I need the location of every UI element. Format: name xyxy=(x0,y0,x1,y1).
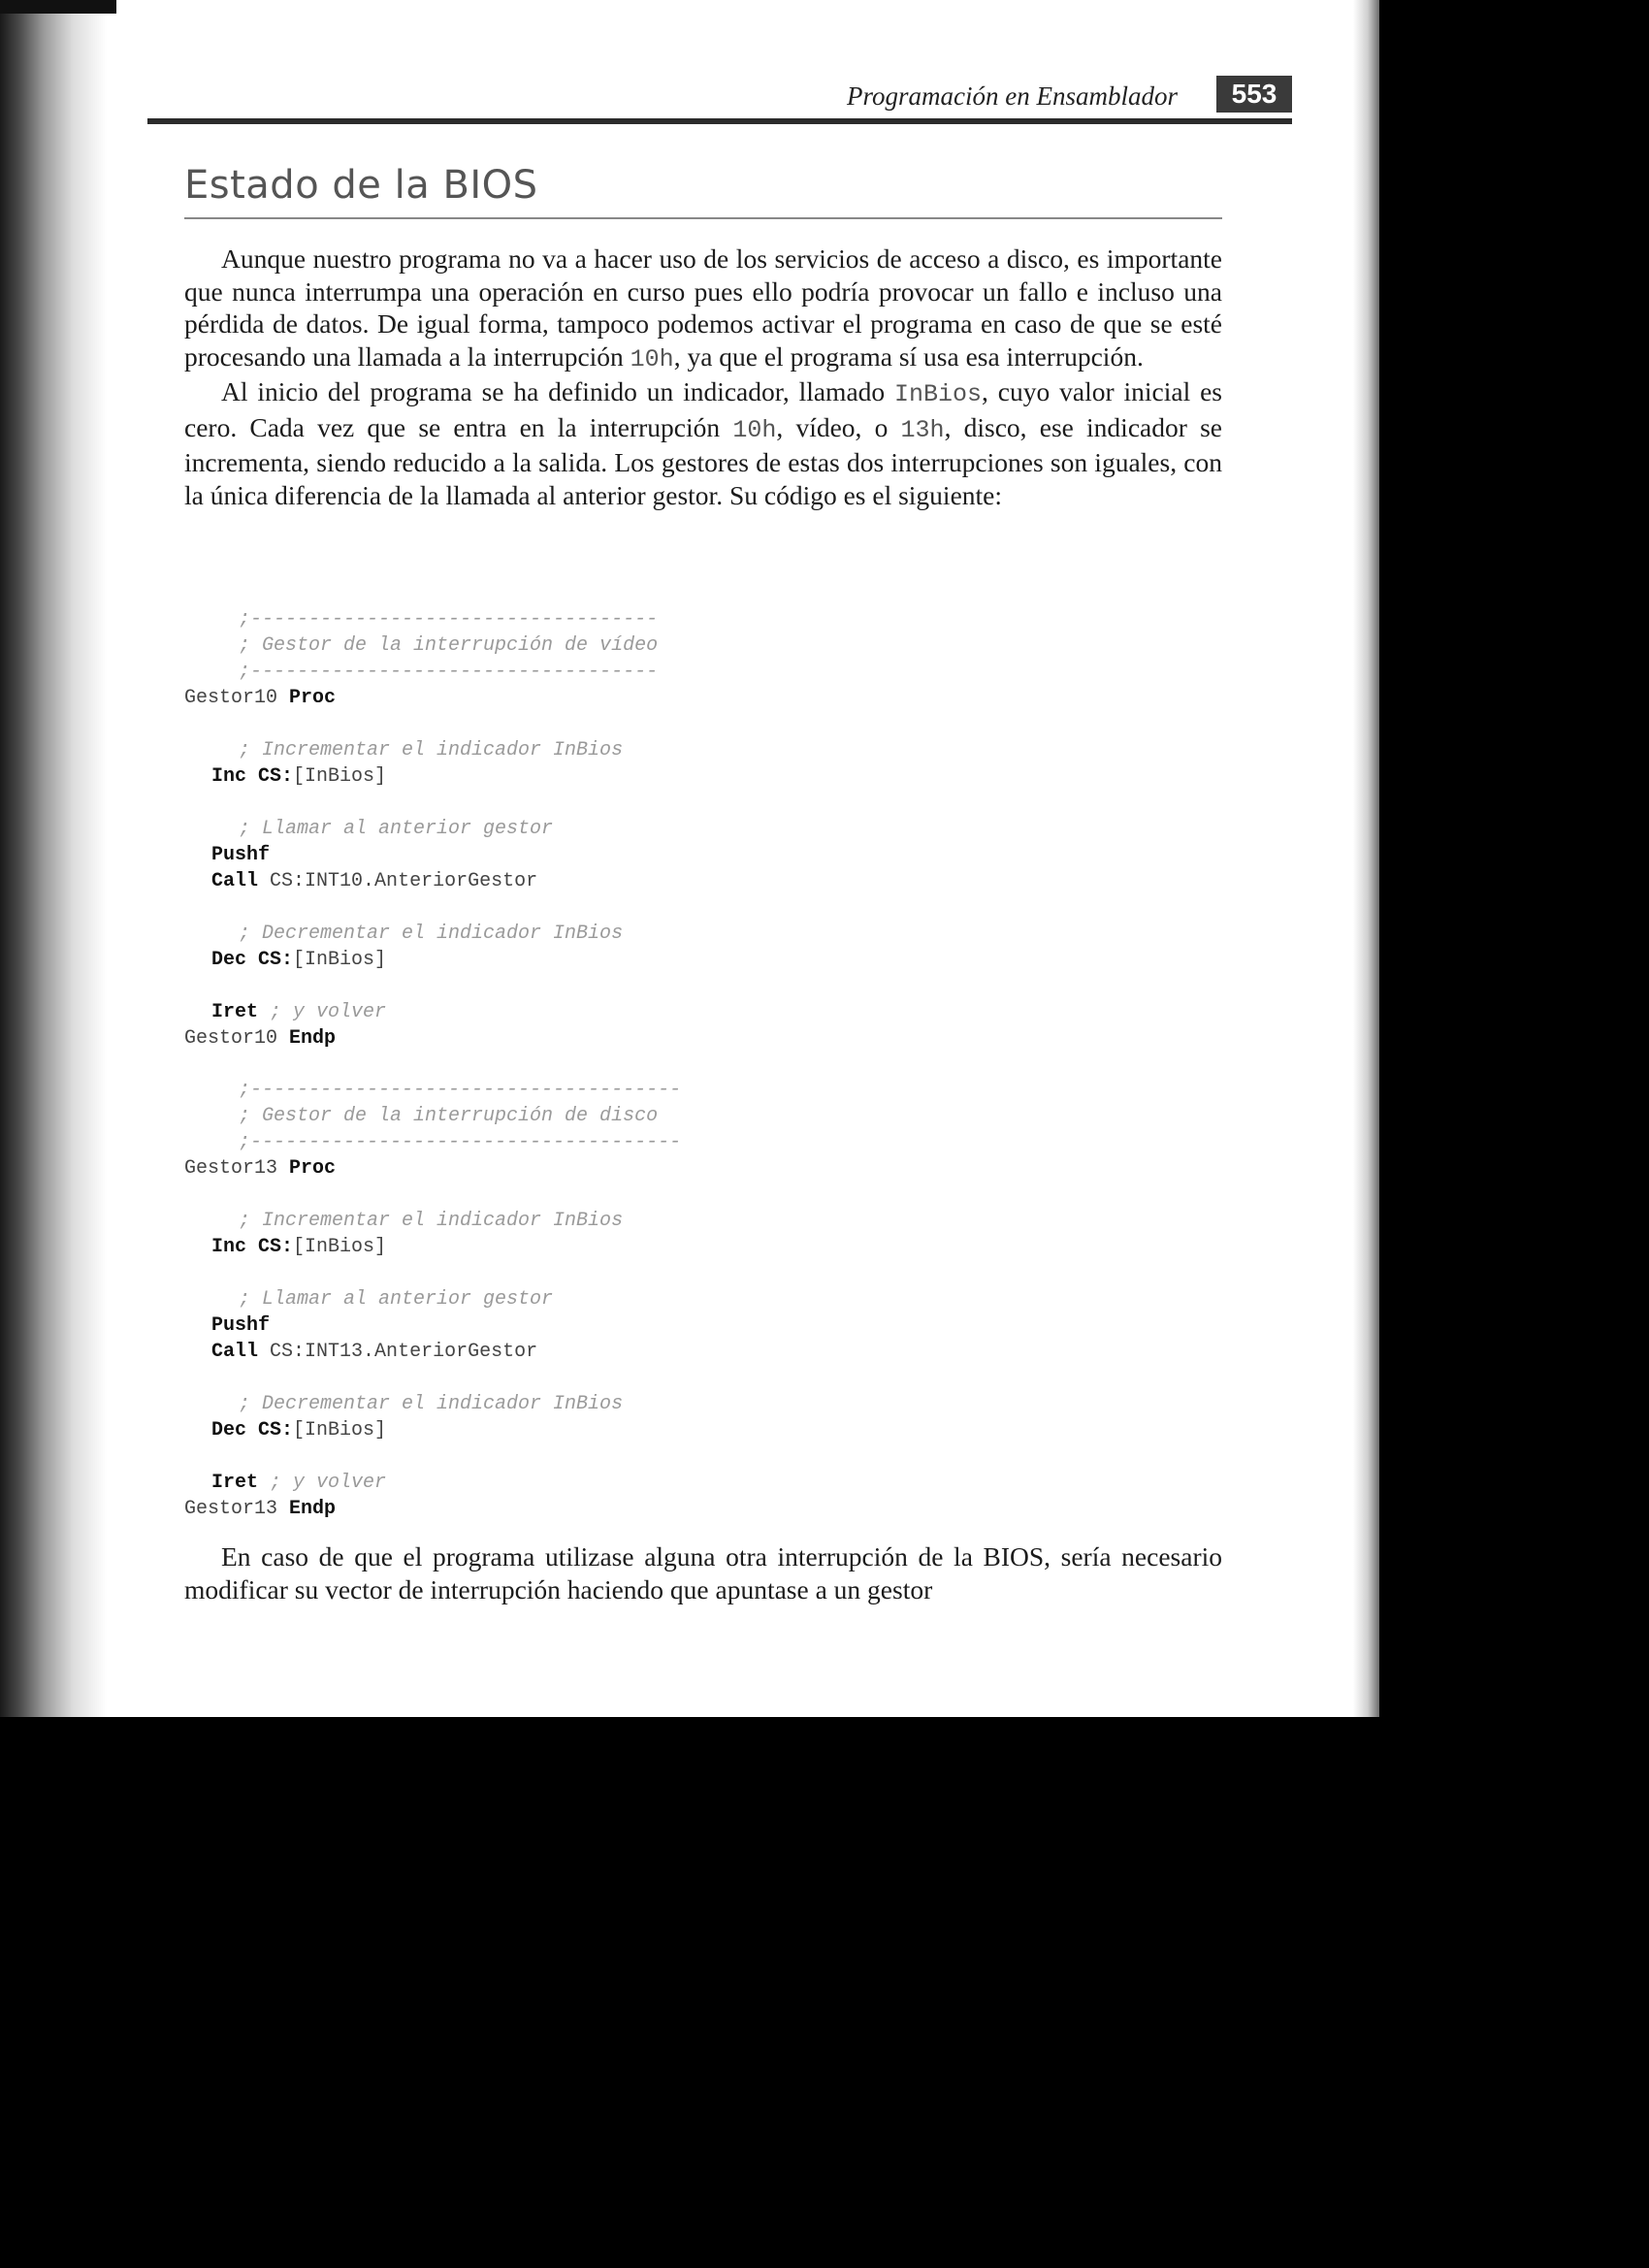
paragraph-2 xyxy=(184,375,1222,511)
code-line xyxy=(211,1234,386,1260)
keyword: Inc xyxy=(211,1236,247,1258)
code-comment: ;----------------------------------- xyxy=(239,661,659,683)
book-page xyxy=(107,0,1358,1717)
running-title: Programación en Ensamblador xyxy=(847,81,1178,111)
code-line xyxy=(184,1496,336,1522)
operand: INT10.AnteriorGestor xyxy=(305,870,538,892)
keyword: Dec xyxy=(211,1419,247,1442)
inline-code: 10h xyxy=(630,344,674,373)
operand: [InBios] xyxy=(293,1236,387,1258)
keyword: Call xyxy=(211,1341,259,1363)
code-line xyxy=(211,1470,386,1496)
keyword: Proc xyxy=(289,1157,337,1180)
intro-text xyxy=(184,243,1222,511)
segment: CS: xyxy=(258,1236,294,1258)
paragraph-text: Aunque nuestro programa no va a hacer uso de los servicios de acceso a disco, es importante que nunca interrumpa una operación en curso pues ello podría provocar un fallo e incluso una pérdida de datos. De igual forma, tampoco podemos activar el programa en caso de que se esté procesando una llamada a la interrupción xyxy=(184,243,1222,372)
title-rule xyxy=(184,217,1222,219)
keyword: Iret xyxy=(211,1472,259,1494)
code-comment: ; y volver xyxy=(270,1001,387,1023)
segment: CS: xyxy=(258,949,294,971)
keyword: Pushf xyxy=(211,844,271,866)
paragraph-text: Al inicio del programa se ha definido un indicador, llamado xyxy=(221,376,895,406)
header-rule xyxy=(147,118,1292,124)
code-line xyxy=(184,1155,336,1182)
code-line xyxy=(211,1339,537,1365)
keyword: Proc xyxy=(289,687,337,709)
code-line xyxy=(211,763,386,790)
paragraph-text: , disco, ese indicador se incrementa, siendo reducido a la salida. Los gestores de estas dos interrupciones son iguales, con la única diferencia de la llamada al anterior gestor. Su código es el siguiente: xyxy=(184,411,1222,510)
code-comment: ; Decrementar el indicador InBios xyxy=(239,923,624,945)
paragraph-1 xyxy=(184,243,1222,375)
code-line xyxy=(211,868,537,894)
running-head xyxy=(107,76,1292,118)
code-comment: ; Incrementar el indicador InBios xyxy=(239,739,624,761)
code-line xyxy=(184,1025,336,1052)
proc-name: Gestor10 xyxy=(184,1027,278,1050)
code-comment: ; Decrementar el indicador InBios xyxy=(239,1393,624,1415)
segment: CS: xyxy=(270,870,306,892)
proc-name: Gestor10 xyxy=(184,687,278,709)
keyword: Pushf xyxy=(211,1314,271,1337)
segment: CS: xyxy=(258,765,294,788)
segment: CS: xyxy=(258,1419,294,1442)
inline-code: 13h xyxy=(900,415,945,444)
paragraph-text: , cuyo valor inicial es cero. Cada vez que se entra en la interrupción xyxy=(184,376,1222,442)
code-line xyxy=(211,1417,386,1443)
code-comment: ; Gestor de la interrupción de disco xyxy=(239,1105,659,1127)
proc-name: Gestor13 xyxy=(184,1498,278,1520)
operand: [InBios] xyxy=(293,1419,387,1442)
scan-corner xyxy=(0,0,116,14)
page-number: 553 xyxy=(1216,76,1292,113)
binding-shadow xyxy=(0,0,107,1727)
code-line xyxy=(211,947,386,973)
scanner-bed xyxy=(0,1717,1649,2268)
operand: INT13.AnteriorGestor xyxy=(305,1341,538,1363)
keyword: Call xyxy=(211,870,259,892)
code-comment: ;----------------------------------- xyxy=(239,608,659,631)
segment: CS: xyxy=(270,1341,306,1363)
inline-code: 10h xyxy=(732,415,777,444)
code-line xyxy=(184,685,336,711)
code-comment: ; Llamar al anterior gestor xyxy=(239,818,554,840)
keyword: Endp xyxy=(289,1027,337,1050)
section-title: Estado de la BIOS xyxy=(184,163,538,208)
code-line xyxy=(211,999,386,1025)
code-comment: ; y volver xyxy=(270,1472,387,1494)
code-comment: ; Incrementar el indicador InBios xyxy=(239,1210,624,1232)
code-comment: ; Llamar al anterior gestor xyxy=(239,1288,554,1311)
code-comment: ;------------------------------------- xyxy=(239,1131,682,1153)
operand: [InBios] xyxy=(293,949,387,971)
closing-text xyxy=(184,1540,1222,1605)
paragraph-text: , ya que el programa sí usa esa interrupción. xyxy=(673,340,1144,372)
code-comment: ; Gestor de la interrupción de vídeo xyxy=(239,634,659,657)
keyword: Iret xyxy=(211,1001,259,1023)
keyword: Endp xyxy=(289,1498,337,1520)
paragraph-text: , vídeo, o xyxy=(776,411,901,442)
code-comment: ;------------------------------------- xyxy=(239,1079,682,1101)
inline-code: InBios xyxy=(894,380,983,408)
operand: [InBios] xyxy=(293,765,387,788)
proc-name: Gestor13 xyxy=(184,1157,278,1180)
paragraph-3: En caso de que el programa utilizase alguna otra interrupción de la BIOS, sería necesario modificar su vector de interrupción haciendo que apuntase a un gestor xyxy=(184,1541,1222,1604)
keyword: Dec xyxy=(211,949,247,971)
keyword: Inc xyxy=(211,765,247,788)
